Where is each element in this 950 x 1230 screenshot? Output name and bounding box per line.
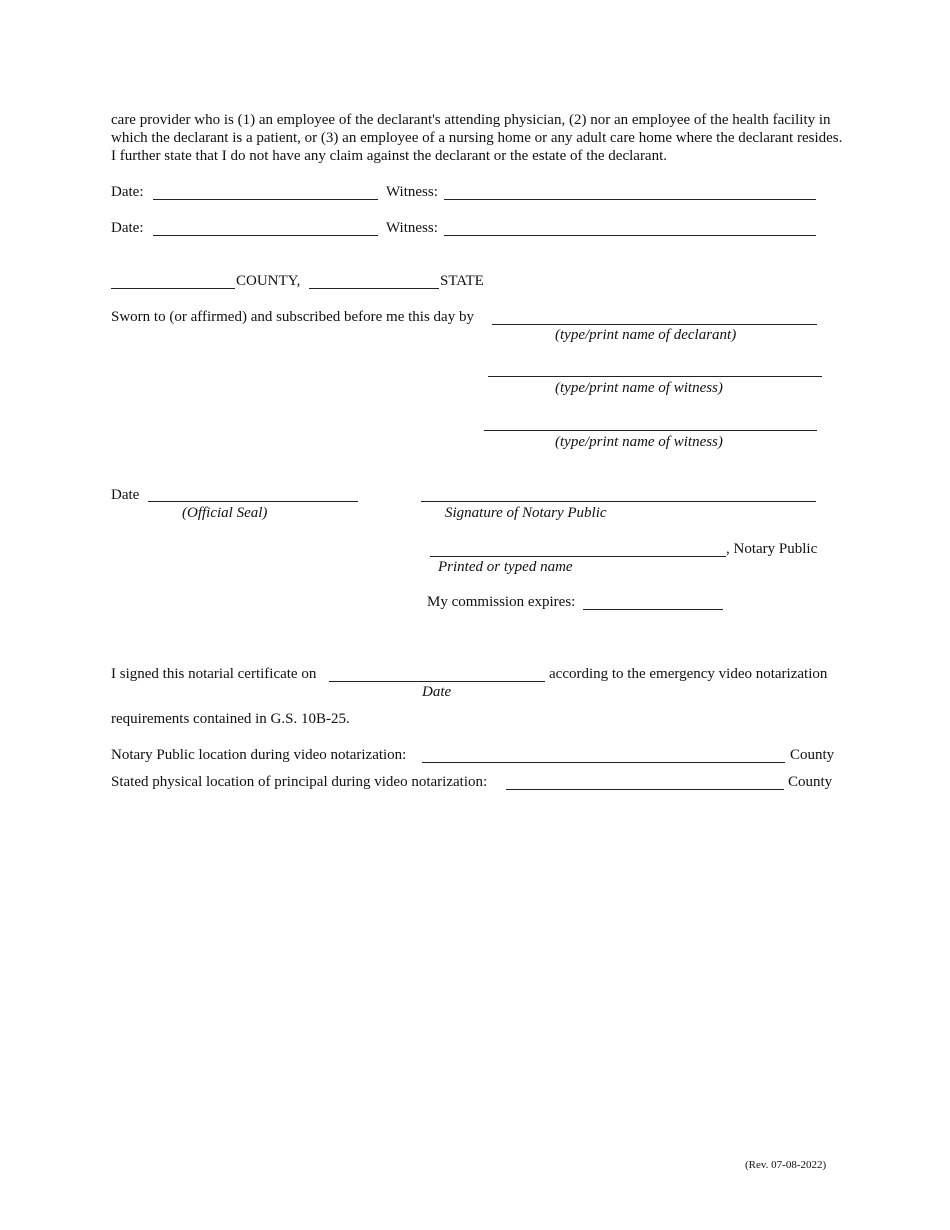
date-label: Date: — [111, 220, 144, 236]
video-requirements: requirements contained in G.S. 10B-25. — [111, 711, 350, 727]
date-label: Date: — [111, 184, 144, 200]
principal-location-label: Stated physical location of principal during video notarization: — [111, 774, 488, 790]
signature-caption: Signature of Notary Public — [445, 505, 607, 521]
notary-location-field[interactable] — [422, 762, 785, 763]
video-date-field[interactable] — [329, 681, 545, 682]
county-word: County — [788, 774, 833, 790]
date-field-2[interactable] — [153, 235, 378, 236]
county-label: COUNTY, — [236, 273, 301, 289]
principal-location-field[interactable] — [506, 789, 784, 790]
witness-field-1[interactable] — [444, 199, 816, 200]
witness-caption: (type/print name of witness) — [555, 434, 723, 450]
printed-name-caption: Printed or typed name — [438, 559, 573, 575]
commission-label: My commission expires: — [427, 594, 576, 610]
notary-location-label: Notary Public location during video notarization: — [111, 747, 407, 763]
intro-paragraph: care provider who is (1) an employee of the declarant's attending physician, (2) nor an employee of the health facility in which the declarant is a patient, or (3) an employee of a nursing home or any adult care home where the declarant resides. I further state that I do not have any claim against the declarant or the estate of the declarant. — [111, 112, 843, 164]
declarant-caption: (type/print name of declarant) — [555, 327, 737, 343]
county-word: County — [790, 747, 835, 763]
state-field[interactable] — [309, 288, 439, 289]
date-field-1[interactable] — [153, 199, 378, 200]
witness-label: Witness: — [386, 220, 438, 236]
official-seal-caption: (Official Seal) — [182, 505, 268, 521]
county-field[interactable] — [111, 288, 235, 289]
notary-date-label: Date — [111, 487, 140, 503]
notary-date-field[interactable] — [148, 501, 358, 502]
witness-field-2[interactable] — [444, 235, 816, 236]
video-cert-prefix: I signed this notarial certificate on — [111, 666, 317, 682]
state-label: STATE — [440, 273, 484, 289]
sworn-text: Sworn to (or affirmed) and subscribed before me this day by — [111, 309, 474, 325]
video-date-caption: Date — [422, 684, 452, 700]
notary-signature-field[interactable] — [421, 501, 816, 502]
revision-label: (Rev. 07-08-2022) — [745, 1159, 827, 1171]
commission-expires-field[interactable] — [583, 609, 723, 610]
witness-caption: (type/print name of witness) — [555, 380, 723, 396]
witness-label: Witness: — [386, 184, 438, 200]
notary-public-suffix: , Notary Public — [726, 541, 818, 557]
notary-printed-name-field[interactable] — [430, 556, 726, 557]
witness-name-field-2[interactable] — [484, 430, 817, 431]
witness-name-field-1[interactable] — [488, 376, 822, 377]
video-cert-suffix: according to the emergency video notarization — [549, 666, 828, 682]
declarant-name-field[interactable] — [492, 324, 817, 325]
